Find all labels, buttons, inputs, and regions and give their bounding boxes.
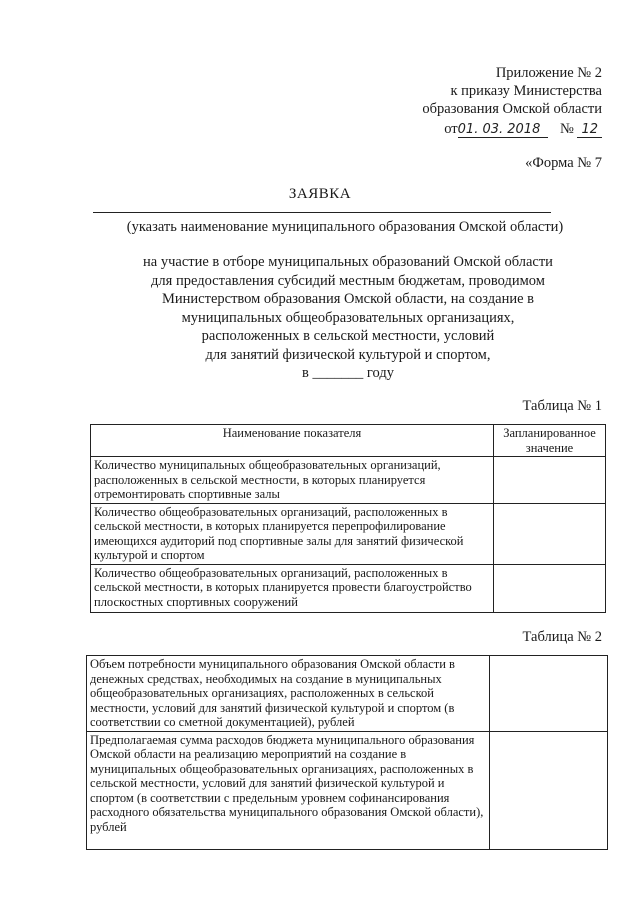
column-header-indicator: Наименование показателя xyxy=(91,425,494,457)
indicator-cell: Количество общеобразовательных организаций, расположенных в сельской местности, в которых планируется перепрофилирование имеющихся аудиторий под спортивные залы для занятий физической культурой и спортом xyxy=(91,503,494,564)
indicator-cell: Предполагаемая сумма расходов бюджета муниципального образования Омской области на реализацию мероприятий на создание в муниципальных общеобразовательных организациях, расположенных в сельской местности, условий для занятий физической культурой и спортом (в соответствии с предельным уровнем софинансирования расходного обязательства муниципального образования Омской области), рублей xyxy=(87,731,490,849)
indicator-cell: Объем потребности муниципального образования Омской области в денежных средствах, необходимых на создание в муниципальных общеобразовательных организациях, расположенных в сельской местности, условий для занятий физической культурой и спортом (в соответствии со сметной документацией), рублей xyxy=(87,656,490,732)
purpose-line: для предоставления субсидий местным бюджетам, проводимом xyxy=(151,272,545,289)
doc-subtitle: (указать наименование муниципального образования Омской области) xyxy=(126,219,564,235)
purpose-line: для занятий физической культурой и спортом, xyxy=(205,346,491,363)
number-prefix: № xyxy=(559,121,574,137)
table-row xyxy=(87,731,608,849)
value-cell xyxy=(494,503,606,564)
municipality-name-line xyxy=(93,212,551,213)
table1-header-row xyxy=(91,425,606,457)
purpose-line: Министерством образования Омской области, на создание в xyxy=(162,291,534,307)
indicator-cell: Количество общеобразовательных организаций, расположенных в сельской местности, в которых планируется провести благоустройство плоскостных спортивных сооружений xyxy=(91,564,494,612)
appendix-line-1: Приложение № 2 xyxy=(495,65,602,81)
value-cell xyxy=(494,564,606,612)
purpose-line: расположенных в сельской местности, условий xyxy=(201,328,495,344)
table-row xyxy=(91,564,606,612)
table-row xyxy=(91,457,606,504)
table-1 xyxy=(90,424,606,613)
table-row xyxy=(91,503,606,564)
year-prefix: в xyxy=(302,365,309,381)
value-cell xyxy=(494,457,606,504)
doc-title: ЗАЯВКА xyxy=(288,186,352,202)
handwritten-date: 01. 03. 2018 xyxy=(458,122,549,138)
value-cell xyxy=(490,656,608,732)
purpose-line: муниципальных общеобразовательных организациях, xyxy=(181,309,515,326)
purpose-line: на участие в отборе муниципальных образований Омской области xyxy=(143,254,553,270)
appendix-line-3: образования Омской области xyxy=(422,101,602,117)
purpose-text xyxy=(0,253,640,383)
value-cell xyxy=(490,731,608,849)
year-line xyxy=(0,364,640,383)
order-date-line xyxy=(422,120,602,139)
table2-label: Таблица № 2 xyxy=(522,629,602,645)
indicator-cell: Количество муниципальных общеобразовательных организаций, расположенных в сельской местности, в которых планируется отремонтировать спортивные залы xyxy=(91,457,494,504)
table-2 xyxy=(86,655,608,850)
appendix-header xyxy=(422,64,602,139)
table1-label: Таблица № 1 xyxy=(522,398,602,414)
form-label: «Форма № 7 xyxy=(525,155,602,171)
table-row xyxy=(87,656,608,732)
date-prefix: от xyxy=(444,121,458,137)
year-suffix: году xyxy=(366,365,394,381)
appendix-line-2: к приказу Министерства xyxy=(450,83,602,99)
column-header-planned-value: Запланированное значение xyxy=(494,425,606,457)
handwritten-number: 12 xyxy=(577,122,602,138)
year-blank: _______ xyxy=(312,365,364,381)
